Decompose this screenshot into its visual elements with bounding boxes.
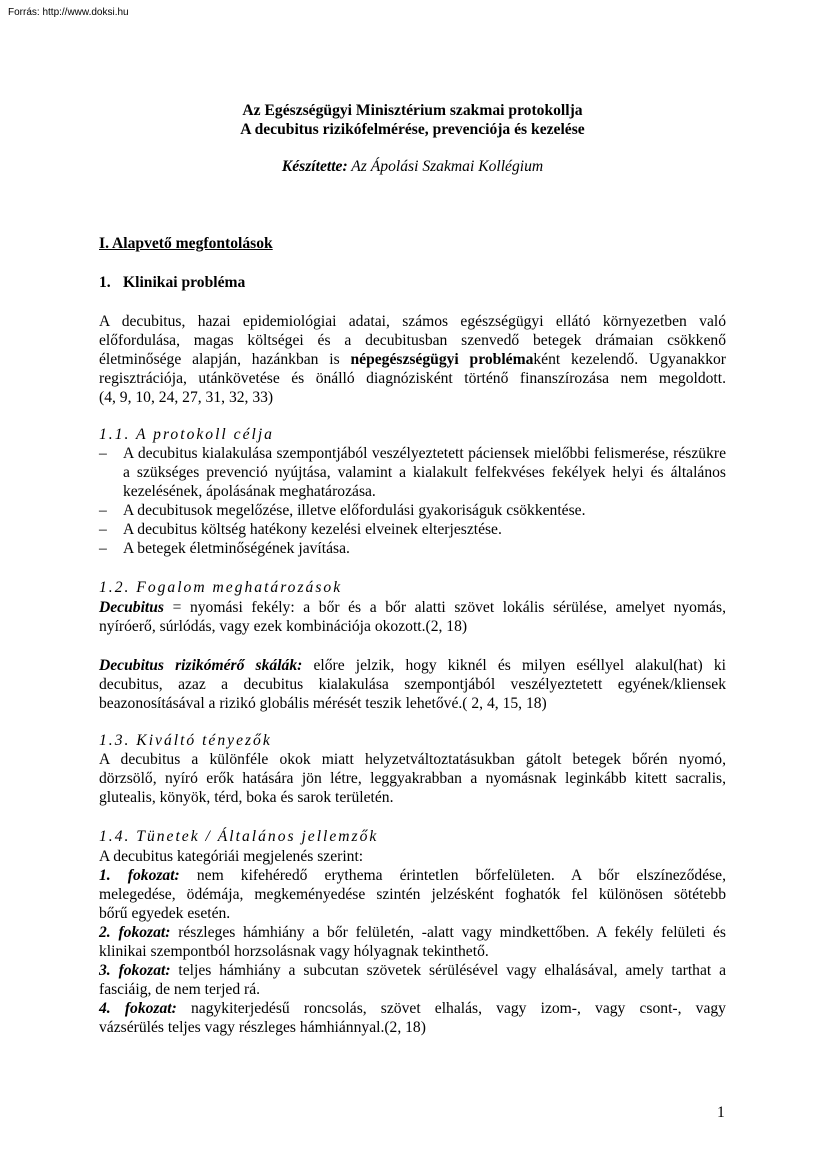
grade-label: 4. fokozat: bbox=[99, 1000, 177, 1017]
text-line: A decubitus a különféle okok miatt helyzetváltoztatásukban gátolt betegek bőrén nyomó, bbox=[99, 751, 726, 768]
author-value: Az Ápolási Szakmai Kollégium bbox=[351, 158, 544, 175]
text-line: bőrű egyedek esetén. bbox=[99, 905, 231, 922]
document-title bbox=[99, 101, 726, 139]
text-run: nem kifehéredő erythema érintetlen bőrfelületen. A bőr elszíneződése, bbox=[179, 867, 726, 884]
heading-1-2: 1.2. Fogalom meghatározások bbox=[99, 579, 343, 596]
subsection-heading bbox=[99, 273, 245, 292]
text-run: előre jelzik, hogy kiknél és milyen eséllyel alakul(hat) ki bbox=[302, 657, 726, 674]
grade-label: 3. fokozat: bbox=[99, 962, 171, 979]
text-line: regisztrációja, utánkövetése és önálló diagnózisként történő finanszírozása nem megoldott. bbox=[99, 370, 726, 387]
list-item-text: A decubitus költség hatékony kezelési elveinek elterjesztése. bbox=[123, 521, 502, 538]
text-line: előfordulása, magas költségei és a decubitusban szenvedő betegek drámaian csökkenő bbox=[99, 332, 726, 349]
grade-label: 2. fokozat: bbox=[99, 924, 171, 941]
text-line: A decubitus, hazai epidemiológiai adatai, számos egészségügyi ellátó környezetben való bbox=[99, 313, 726, 330]
goals-list bbox=[99, 444, 726, 558]
heading-1-3: 1.3. Kiváltó tényezők bbox=[99, 732, 272, 749]
section-heading: I. Alapvető megfontolások bbox=[99, 235, 273, 252]
list-item bbox=[99, 501, 726, 520]
page-number: 1 bbox=[717, 1104, 725, 1121]
subsection-title: Klinikai probléma bbox=[123, 274, 246, 291]
list-item bbox=[99, 520, 726, 539]
dash-bullet: – bbox=[99, 521, 107, 538]
paragraph-triggers bbox=[99, 750, 726, 807]
text-run: ként kezelendő. Ugyanakkor bbox=[533, 351, 726, 368]
text-line: glutealis, könyök, térd, boka és sarok területén. bbox=[99, 789, 394, 806]
title-line-2: A decubitus rizikófelmérése, prevenciója és kezelése bbox=[240, 121, 585, 138]
title-line-1: Az Egészségügyi Minisztérium szakmai protokollja bbox=[242, 102, 583, 119]
text-line bbox=[99, 923, 726, 942]
text-run: életminősége alapján, hazánkban is bbox=[99, 351, 351, 368]
text-line: vázsérülés teljes vagy részleges hámhiánnyal.(2, 18) bbox=[99, 1019, 426, 1036]
author-label: Készítette: bbox=[281, 158, 348, 175]
list-item-text: A betegek életminőségének javítása. bbox=[123, 540, 350, 557]
list-item-text: A decubitus kialakulása szempontjából veszélyeztetett páciensek mielőbbi felismerése, részükre a szükséges prevenció nyújtása, valamint a kialakult felfekvéses fekélyek helyi és általános kezelésének, ápolásának meghatározása. bbox=[123, 445, 726, 500]
text-run: részleges hámhiány a bőr felületén, -alatt vagy mindkettőben. A fekély felületi és bbox=[170, 924, 726, 941]
paragraph-clinical-problem bbox=[99, 312, 726, 407]
list-item-text: A decubitusok megelőzése, illetve előfordulási gyakoriságuk csökkentése. bbox=[123, 502, 586, 519]
paragraph-symptoms bbox=[99, 847, 726, 1037]
text-line: klinikai szempontból horzsolásnak vagy hólyagnak tekinthető. bbox=[99, 943, 489, 960]
definition-term: Decubitus bbox=[99, 599, 164, 616]
author-line bbox=[99, 157, 726, 176]
definition-decubitus bbox=[99, 598, 726, 636]
text-line: fasciáig, de nem terjed rá. bbox=[99, 981, 261, 998]
subsection-number: 1. bbox=[99, 274, 111, 291]
source-url: Forrás: http://www.doksi.hu bbox=[8, 7, 129, 18]
text-line bbox=[99, 350, 726, 369]
emphasis-text: népegészségügyi probléma bbox=[350, 351, 534, 368]
text-run: teljes hámhiány a subcutan szövetek sérülésével vagy elhalásával, amely tarthat a bbox=[170, 962, 726, 979]
text-line bbox=[99, 656, 726, 675]
heading-1-4: 1.4. Tünetek / Általános jellemzők bbox=[99, 828, 379, 845]
text-line: melegedése, ödémája, megkeményedése szintén jelzésként foghatók fel különösen sötétebb bbox=[99, 886, 726, 903]
definition-term: Decubitus rizikómérő skálák: bbox=[99, 657, 303, 674]
text-line: nyíróerő, súrlódás, vagy ezek kombinációja okozott.(2, 18) bbox=[99, 618, 468, 635]
heading-1-1: 1.1. A protokoll célja bbox=[99, 426, 274, 443]
text-line bbox=[99, 866, 726, 885]
goals-list-wrap bbox=[99, 444, 726, 558]
text-line: (4, 9, 10, 24, 27, 31, 32, 33) bbox=[99, 389, 274, 406]
text-line: beazonosításával a rizikó globális mérését teszik lehetővé.( 2, 4, 15, 18) bbox=[99, 695, 547, 712]
definition-risk-scales bbox=[99, 656, 726, 713]
text-run: nagykiterjedésű roncsolás, szövet elhalás, vagy izom-, vagy csont-, vagy bbox=[176, 1000, 726, 1017]
text-line: decubitus, azaz a decubitus kialakulása szempontjából veszélyeztetett egyének/kliensek bbox=[99, 676, 726, 693]
dash-bullet: – bbox=[99, 445, 107, 462]
text-line: A decubitus kategóriái megjelenés szerint: bbox=[99, 848, 364, 865]
list-item bbox=[99, 539, 726, 558]
text-line: dörzsölő, nyíró erők hatására jön létre, leggyakrabban a nyomásnak leginkább kitett sacralis, bbox=[99, 770, 726, 787]
dash-bullet: – bbox=[99, 502, 107, 519]
list-item bbox=[99, 444, 726, 501]
text-line bbox=[99, 598, 726, 617]
dash-bullet: – bbox=[99, 540, 107, 557]
text-line bbox=[99, 999, 726, 1018]
grade-label: 1. fokozat: bbox=[99, 867, 180, 884]
text-run: = nyomási fekély: a bőr és a bőr alatti szövet lokális sérülése, amelyet nyomás, bbox=[163, 599, 726, 616]
text-line bbox=[99, 961, 726, 980]
